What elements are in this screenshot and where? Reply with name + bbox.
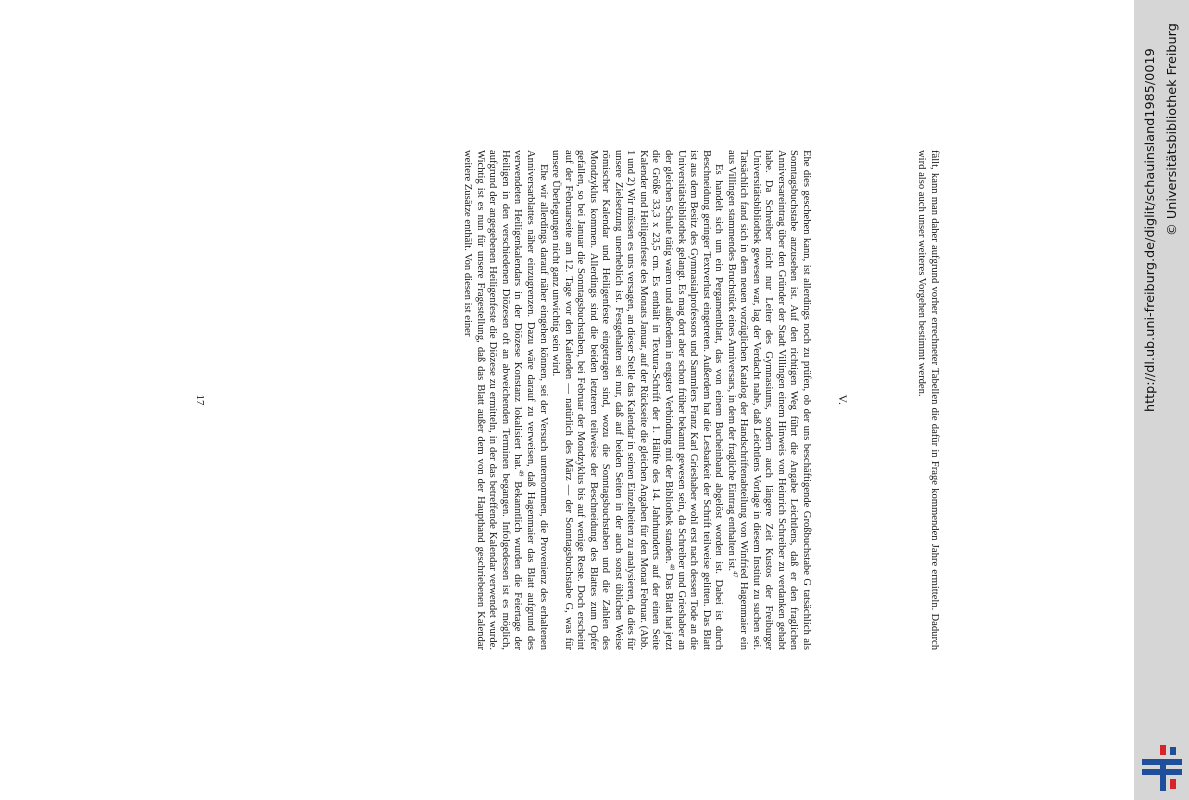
paragraph-2	[549, 150, 725, 650]
top-paragraph: fällt, kann man daher aufgrund vorher errechneter Tabellen die dafür in Frage kommenden Jahre ermitteln. Dadurch wird also auch unser weiteres Vorgehen bestimmt werden.	[916, 150, 940, 650]
source-url-link[interactable]: http://dl.ub.uni-freiburg.de/diglit/schauinsland1985/0019	[1143, 48, 1158, 412]
footnote-ref-48: 48	[668, 563, 676, 571]
paragraph-1	[724, 150, 812, 650]
main-text-block	[461, 150, 812, 650]
top-paragraph-block	[915, 150, 940, 650]
paragraph-2-text-b: Das Blatt hat jetzt die Größe 33,3 x 23,5 cm. Es enthält in Textura-Schrift der 1. Hälfte des 14. Jahrhunderts auf der einen Seite Kalender und Heiligenfeste des Monats Januar, auf der Rückseite die gleichen Angaben für den Monat Februar. (Abb. 1 und 2) Wir müssen es uns versagen, an dieser Stelle das Kalendar in seinen Einzelheiten zu analysieren, da dies für unsere Zielsetzung unerheblich ist. Festgehalten sei nur, daß auf beiden Seiten in der auch sonst üblichen Weise römischer Kalendar und Heiligenfeste eingetragen sind, wozu die Sonntagsbuchstaben und die Zahlen des Mondzyklus kommen. Allerdings sind die beiden letzteren teilweise der Beschneidung des Blattes zum Opfer gefallen, so bei Januar die Sonntagsbuchstaben, bei Februar der Mondzyklus bis auf wenige Reste. Doch erscheint auf der Februarseite am 12. Tage vor den Kalenden — natürlich des März — der Sonntagsbuchstabe G, was für unsere Überlegungen nicht ganz unwichtig sein wird.	[550, 150, 674, 651]
copyright-notice: © Universitätsbibliothek Freiburg	[1165, 23, 1180, 236]
paragraph-3-text-b: Bekanntlich wurden die Feiertage der Heiligen in den verschiedenen Diözesen oft an abweichenden Terminen begangen. Infolgedessen ist es möglich, aufgrund der angegebenen Heiligenfeste die Diözese zu ermitteln, in der das betreffende Kalendar verwendet wurde. Wichtig ist es nun für unsere Fragestellung, daß das Blatt außer dem von der Haupthand geschriebenen Kalendar weitere Zusätze enthält. Von diesen ist einer	[462, 150, 524, 650]
paragraph-1-text: Ehe dies geschehen kann, ist allerdings noch zu prüfen, ob der uns beschäftigende Großbuchstabe G tatsächlich als Sonntagsbuchstabe anzusehen ist. Auf den richtigen Weg führt die Angabe Leichtlens, daß er den fraglichen Anniversareintrag über den Gründer der Stadt Villingen einem Hinweis von Heinrich Schreiber zu verdanken gehabt habe. Da Schreiber nicht nur Leiter des Gymnasiums, sondern auch längere Zeit Kustos der Freiburger Universitätsbibliothek gewesen war, lag der Verdacht nahe, daß Leichtlens Vorlage in diesem Institut zu suchen sei. Tatsächlich fand sich in dem neuen vorzüglichen Katalog der Handschriftenabteilung von Winfried Hagenmaier ein aus Villingen stammendes Bruchstück eines Anniversars, in dem der fragliche Eintrag enthalten ist.	[725, 150, 812, 650]
ub-freiburg-logo-icon	[1140, 745, 1184, 791]
page-number: 17	[194, 394, 206, 406]
paragraph-2-text-a: Es handelt sich um ein Pergamentblatt, das von einem Bucheinband abgelöst worden ist. Dabei ist durch Beschneidung geringer Textverlust eingetreten. Außerdem hat die Lesbarkeit der Schrift teilweise gelitten. Das Blatt ist aus dem Besitz des Gymnasialprofessors und Sammlers Franz Karl Grieshaber wohl erst nach dessen Tode an die Universitätsbibliothek gelangt. Es mag dort aber schon früher bekannt gewesen sein, da Schreiber und Grieshaber an der gleichen Schule tätig waren und außerdem in engster Verbindung mit der Bibliothek standen.	[662, 150, 725, 650]
rotated-page	[180, 150, 940, 650]
section-heading: V.	[836, 394, 848, 406]
page-content	[180, 150, 940, 650]
footnote-ref-47: 47	[731, 571, 739, 578]
paragraph-3-text-a: Ehe wir allerdings darauf näher eingehen können, sei der Versuch unternommen, die Provenienz des erhaltenen Anniversarblattes näher einzugrenzen. Dazu wäre darauf zu verweisen, daß Hagenmaier das Blatt aufgrund des verwendeten Heiligenkalendars in der Diözese Konstanz lokalisiert hat.	[512, 150, 549, 650]
paragraph-3	[461, 150, 549, 650]
footnote-ref-49: 49	[517, 469, 525, 477]
